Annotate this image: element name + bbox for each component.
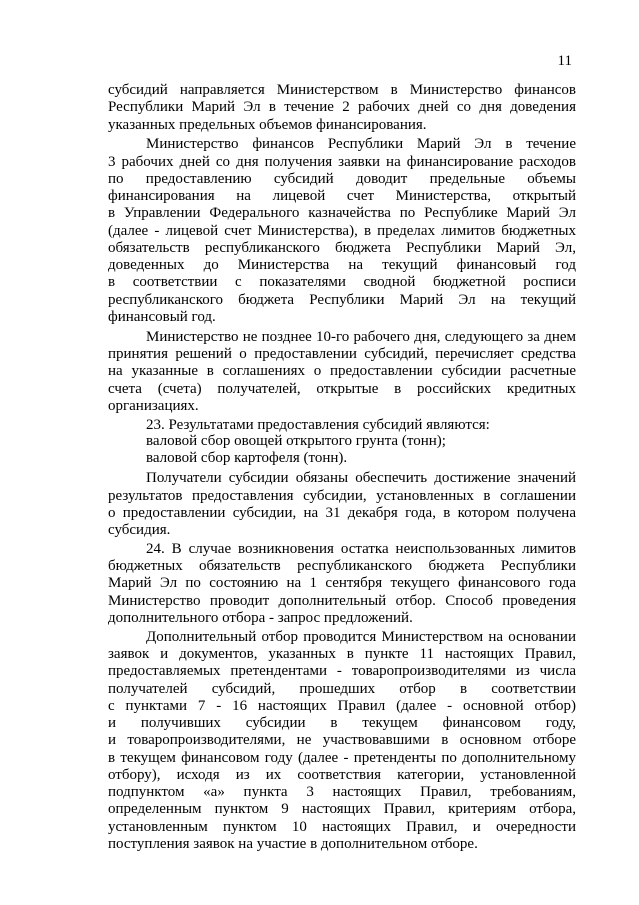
text-line: в текущем финансовом году (далее - претенденты по дополнительному [108,749,576,766]
text-line: в Управлении Федерального казначейства по Республике Марий Эл [108,205,576,222]
text-line: Дополнительный отбор проводится Министерством на основании [146,628,576,645]
text-line: и получивших субсидии в текущем финансовом году, [108,715,576,732]
text-line: в соответствии с показателями сводной бюджетной росписи [108,274,576,291]
text-line: по предоставлению субсидий доводит предельные объемы [108,170,576,187]
text-line: результатов предоставления субсидии, установленных в соглашении [108,487,576,504]
text-line: валовой сбор картофеля (тонн). [146,450,348,467]
text-line: принятия решений о предоставлении субсидий, перечисляет средства [108,346,576,363]
text-line: 24. В случае возникновения остатка неиспользованных лимитов [146,540,576,557]
text-line: заявок и документов, указанных в пункте 11 настоящих Правил, [108,646,576,663]
paragraph-transfer [108,329,576,415]
paragraph-result-achievement [108,470,576,539]
text-line: организациях. [108,397,199,414]
text-line: определенным пунктом 9 настоящих Правил, критериям отбора, [108,801,576,818]
text-line: (далее - лицевой счет Министерства), в пределах лимитов бюджетных [108,222,576,239]
result-indicator-vegetables [108,433,576,450]
text-line: республиканского бюджета Республики Марий Эл на текущий [108,291,576,308]
text-line: Министерство финансов Республики Марий Эл в течение [146,136,576,153]
text-line: Министерство проводит дополнительный отбор. Способ проведения [108,592,576,609]
text-line: о предоставлении субсидии, на 31 декабря года, в котором получена [108,504,576,521]
clause-23-heading [108,417,576,434]
text-line: получателей субсидий, прошедших отбор в соответствии [108,680,576,697]
paragraph-continued [108,82,576,134]
clause-24 [108,541,576,627]
text-line: подпунктом «а» пункта 3 настоящих Правил, требованиям, [108,784,576,801]
text-line: обязательств республиканского бюджета Республики Марий Эл, [108,239,576,256]
text-line: предоставляемых претендентами - товаропроизводителями из числа [108,663,576,680]
text-line: валовой сбор овощей открытого грунта (тонн); [146,433,446,450]
document-body [108,82,576,853]
text-line: и товаропроизводителями, не участвовавшими в основном отборе [108,732,576,749]
text-line: отбору), исходя из их соответствия категории, установленной [108,766,576,783]
page-number: 11 [557,53,572,69]
paragraph-additional-selection [108,629,576,853]
text-line: Республики Марий Эл в течение 2 рабочих дней со дня доведения [108,99,576,116]
text-line: с пунктами 7 - 16 настоящих Правил (далее - основной отбор) [108,697,576,714]
text-line: установленным пунктом 10 настоящих Правил, и очередности [108,818,576,835]
text-line: счета (счета) получателей, открытые в российских кредитных [108,380,576,397]
text-line: поступления заявок на участие в дополнительном отборе. [108,835,478,852]
paragraph-funding-limits [108,136,576,326]
text-line: субсидия. [108,522,171,538]
text-line: 23. Результатами предоставления субсидий являются: [146,416,490,433]
text-line: доведенных до Министерства на текущий финансовый год [108,257,576,274]
text-line: на указанные в соглашениях о предоставлении субсидии расчетные [108,363,576,380]
text-line: дополнительного отбора - запрос предложений. [108,609,413,626]
text-line: Марий Эл по состоянию на 1 сентября текущего финансового года [108,575,576,592]
text-line: бюджетных обязательств республиканского бюджета Республики [108,558,576,575]
text-line: финансовый год. [108,308,216,325]
text-line: Министерство не позднее 10-го рабочего дня, следующего за днем [146,328,576,345]
text-line: указанных предельных объемов финансирования. [108,116,427,133]
text-line: Получатели субсидии обязаны обеспечить достижение значений [146,470,576,487]
text-line: 3 рабочих дней со дня получения заявки на финансирование расходов [108,153,576,170]
text-line: субсидий направляется Министерством в Министерство финансов [108,82,576,98]
text-line: финансирования на лицевой счет Министерства, открытый [108,188,576,205]
result-indicator-potatoes [108,450,576,467]
